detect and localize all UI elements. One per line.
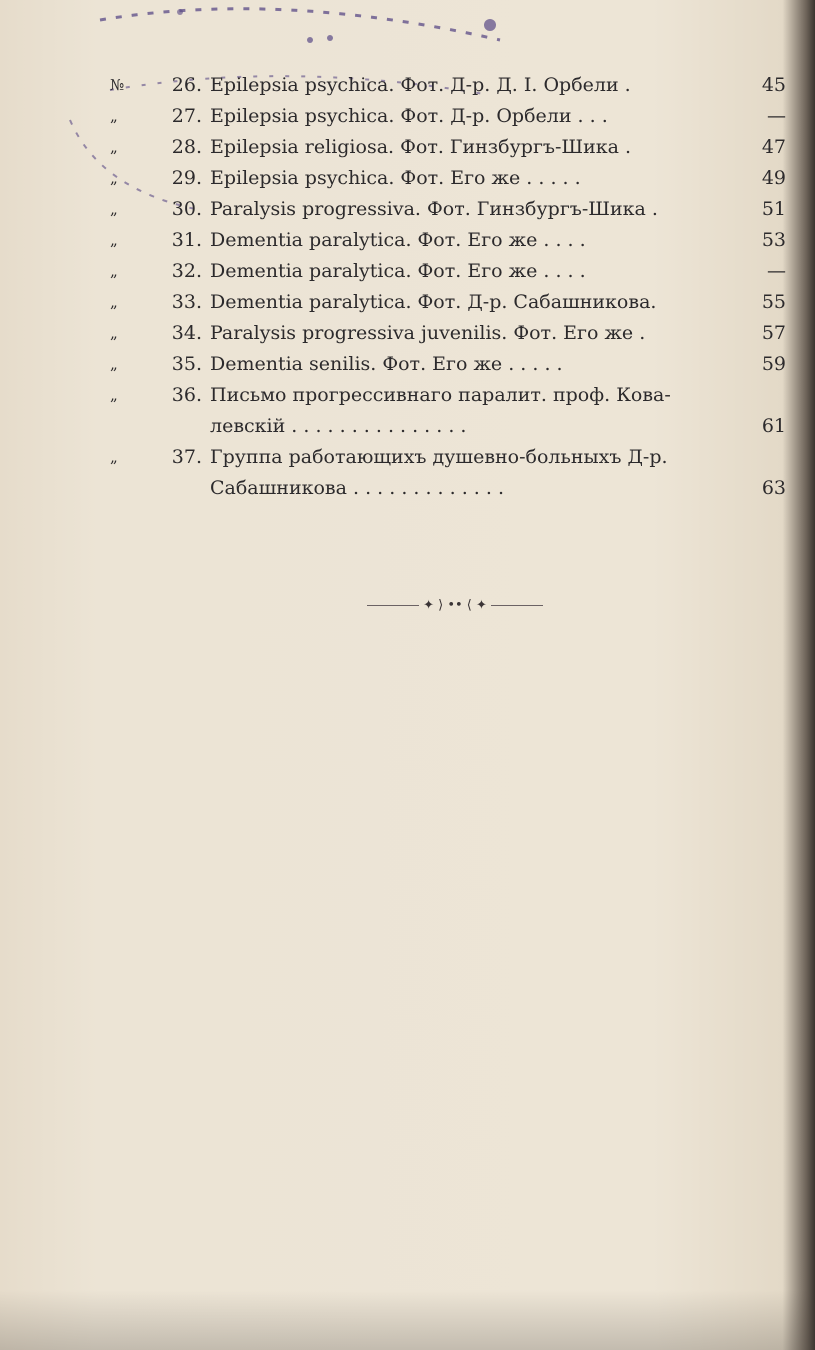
entry-mark: „: [110, 293, 118, 311]
entry-title: Paralysis progressiva juvenilis. Фот. Его же .: [210, 322, 646, 344]
entry-mark: „: [110, 262, 118, 280]
entry-number: 36.: [171, 384, 202, 406]
entry-title: Dementia paralytica. Фот. Его же . . . .: [210, 229, 586, 251]
entry-page: 57: [761, 322, 786, 344]
illustrations-list: [110, 70, 790, 504]
list-entry: [110, 349, 790, 380]
entry-page: 51: [761, 198, 786, 220]
entry-title: Группа работающихъ душевно-больныхъ Д-р.: [210, 446, 668, 468]
entry-page: 59: [761, 353, 786, 375]
entry-title: Epilepsia psychica. Фот. Его же . . . . .: [210, 167, 581, 189]
list-entry: [110, 442, 790, 473]
list-entry: [110, 225, 790, 256]
entry-number: 27.: [171, 105, 202, 127]
list-entry: [110, 163, 790, 194]
entry-title: Epilepsia religiosa. Фот. Гинзбургъ-Шика .: [210, 136, 632, 158]
entry-mark: „: [110, 386, 118, 404]
entry-number: 32.: [171, 260, 202, 282]
entry-page: —: [767, 260, 786, 282]
entry-number: 30.: [171, 198, 202, 220]
entry-mark: №: [110, 76, 125, 94]
entry-mark: „: [110, 138, 118, 156]
entry-number: 29.: [171, 167, 202, 189]
entry-title-continuation: Сабашникова . . . . . . . . . . . . .: [210, 477, 504, 499]
entry-number: 28.: [171, 136, 202, 158]
entry-page: 63: [761, 477, 786, 499]
entry-page: 55: [761, 291, 786, 313]
list-entry: [110, 318, 790, 349]
list-entry: [110, 380, 790, 411]
list-entry: [110, 101, 790, 132]
entry-number: 34.: [171, 322, 202, 344]
list-entry-continuation: [110, 473, 790, 504]
entry-title-continuation: левскій . . . . . . . . . . . . . . .: [210, 415, 467, 437]
entry-mark: „: [110, 200, 118, 218]
entry-mark: „: [110, 107, 118, 125]
entry-title: Dementia paralytica. Фот. Д-р. Сабашникова.: [210, 291, 657, 313]
entry-number: 37.: [171, 446, 202, 468]
entry-title: Epilepsia psychica. Фот. Д-р. Д. I. Орбели .: [210, 74, 631, 96]
list-entry: [110, 194, 790, 225]
entry-page: 53: [761, 229, 786, 251]
entry-title: Paralysis progressiva. Фот. Гинзбургъ-Шика .: [210, 198, 658, 220]
entry-number: 31.: [171, 229, 202, 251]
entry-mark: „: [110, 324, 118, 342]
entry-mark: „: [110, 231, 118, 249]
entry-title: Dementia paralytica. Фот. Его же . . . .: [210, 260, 586, 282]
entry-title: Dementia senilis. Фот. Его же . . . . .: [210, 353, 563, 375]
entry-number: 26.: [171, 74, 202, 96]
entry-page: 61: [761, 415, 786, 437]
list-entry: [110, 70, 790, 101]
ornament-glyphs: ✦ ⟩ •• ⟨ ✦: [423, 598, 487, 613]
list-entry: [110, 287, 790, 318]
list-entry-continuation: [110, 411, 790, 442]
entry-title: Письмо прогрессивнаго паралит. проф. Кова-: [210, 384, 671, 406]
end-ornament: [360, 596, 550, 616]
entry-mark: „: [110, 448, 118, 466]
list-entry: [110, 256, 790, 287]
ornament-line-left: [367, 605, 419, 606]
list-entry: [110, 132, 790, 163]
entry-mark: „: [110, 355, 118, 373]
entry-page: 49: [761, 167, 786, 189]
entry-number: 35.: [171, 353, 202, 375]
ornament-line-right: [491, 605, 543, 606]
entry-number: 33.: [171, 291, 202, 313]
entry-title: Epilepsia psychica. Фот. Д-р. Орбели . . .: [210, 105, 608, 127]
entry-page: —: [767, 105, 786, 127]
entry-page: 45: [761, 74, 786, 96]
entry-page: 47: [761, 136, 786, 158]
entry-mark: „: [110, 169, 118, 187]
